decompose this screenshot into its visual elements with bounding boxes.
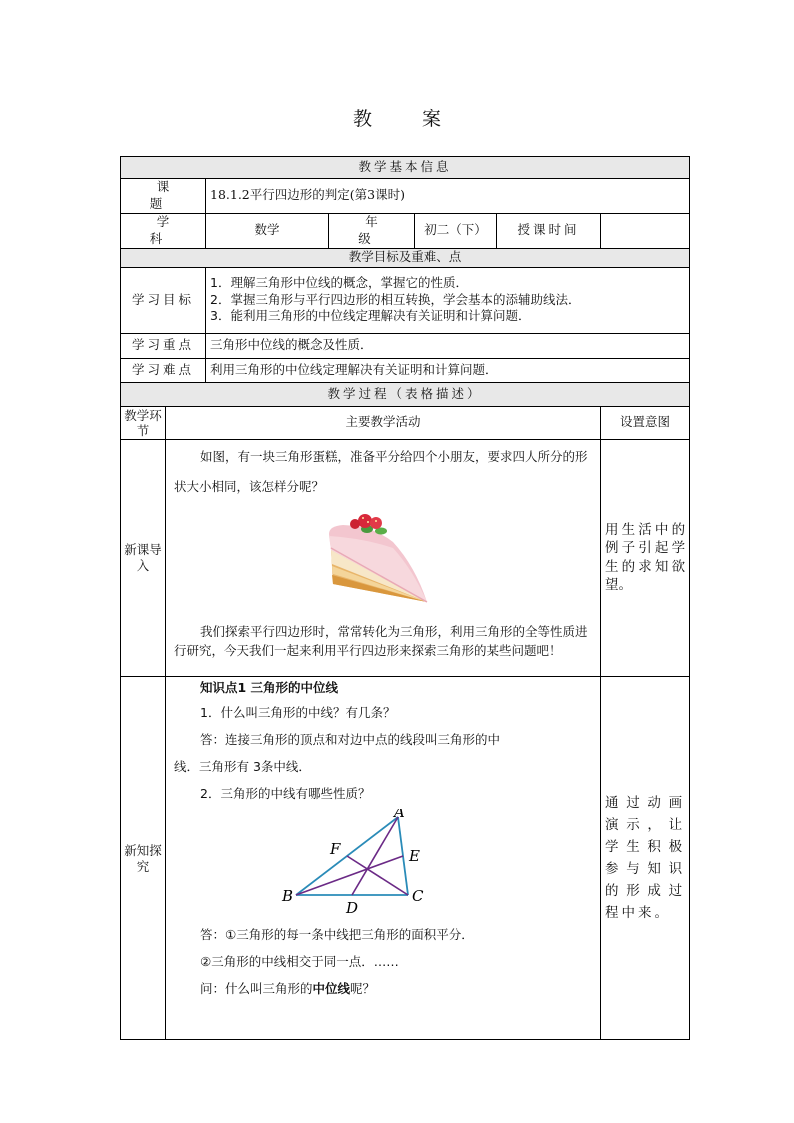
subject-label: 学 科	[121, 213, 206, 248]
grade-value: 初二（下）	[415, 213, 497, 248]
intro-purpose-cell: 用生活中的例子引起学生的求知欲望。	[601, 439, 690, 676]
question-2: 2．三角形的中线有哪些性质？	[200, 785, 371, 801]
document-title: 教 案	[352, 108, 464, 130]
question-1: 1．什么叫三角形的中线？有几条？	[200, 704, 396, 720]
question-3-prefix: 问：什么叫三角形的	[200, 981, 313, 997]
lesson-time-label: 授课时间	[497, 213, 601, 248]
question-3-keyword: 中位线	[312, 981, 351, 997]
intro-paragraph-2: 我们探索平行四边形时，常常转化为三角形，利用三角形的全等性质进行研究，今天我们一起来利用平行四边形来探索三角形的某些问题吧！	[174, 624, 588, 659]
label-d: D	[346, 898, 359, 917]
label-b: B	[282, 886, 294, 905]
intro-paragraph-1: 如图，有一块三角形蛋糕，准备平分给四个小朋友，要求四人所分的形状大小相同，该怎样分呢？	[174, 448, 588, 494]
question-3	[174, 975, 592, 1002]
answer-1-line-2: 线．三角形有 3条中线．	[174, 758, 311, 774]
triangle-medians-diagram	[134, 809, 592, 922]
process-header: 教学过程（表格描述）	[121, 382, 690, 406]
topic-label: 课 题	[121, 179, 206, 214]
intro-stage-cell: 新课导入	[121, 439, 166, 676]
explore-purpose-cell: 通过动画演示，让学生积极参与知识的形成过程中来。	[601, 676, 690, 1039]
intro-activity-cell	[166, 439, 601, 676]
knowledge-point-title: 知识点1 三角形的中位线	[200, 679, 339, 695]
difficulty-label: 学习难点	[121, 358, 206, 382]
objective-item: 3．能利用三角形的中位线定理解决有关证明和计算问题．	[210, 308, 531, 324]
label-e: E	[409, 846, 420, 865]
basic-info-header: 教学基本信息	[121, 157, 690, 179]
explore-activity-cell	[166, 676, 601, 1039]
lesson-plan-table	[120, 156, 690, 1040]
objective-item: 2．掌握三角形与平行四边形的相互转换，学会基本的添辅助线法．	[210, 291, 581, 307]
objectives-label: 学习目标	[121, 267, 206, 333]
answer-1-line-1: 答：连接三角形的顶点和对边中点的线段叫三角形的中	[200, 731, 501, 747]
cake-slice-image	[323, 508, 443, 604]
cake-illustration	[174, 508, 592, 609]
label-c: C	[412, 886, 424, 905]
stage-column-header: 教学环节	[121, 406, 166, 439]
goals-header: 教学目标及重难、点	[121, 248, 690, 267]
explore-stage-cell: 新知探究	[121, 676, 166, 1039]
triangle-figure	[278, 809, 448, 917]
answer-2-line-2: ②三角形的中线相交于同一点．……	[200, 954, 399, 970]
answer-2-line-1: 答：①三角形的每一条中线把三角形的面积平分．	[200, 927, 474, 943]
lesson-time-value	[601, 213, 690, 248]
purpose-column-header: 设置意图	[601, 406, 690, 439]
topic-value: 18.1.2平行四边形的判定(第3课时)	[206, 179, 690, 214]
label-f: F	[330, 839, 341, 858]
difficulty-value: 利用三角形的中位线定理解决有关证明和计算问题．	[206, 358, 690, 382]
grade-label: 年 级	[329, 213, 415, 248]
question-3-suffix: 呢？	[350, 981, 376, 997]
objectives-list	[206, 267, 690, 333]
activity-column-header: 主要教学活动	[166, 406, 601, 439]
key-point-label: 学习重点	[121, 333, 206, 358]
key-point-value: 三角形中位线的概念及性质．	[206, 333, 690, 358]
label-a: A	[394, 808, 405, 821]
median-be	[296, 856, 403, 895]
objective-item: 1．理解三角形中位线的概念，掌握它的性质．	[210, 274, 468, 290]
subject-value: 数学	[206, 213, 329, 248]
